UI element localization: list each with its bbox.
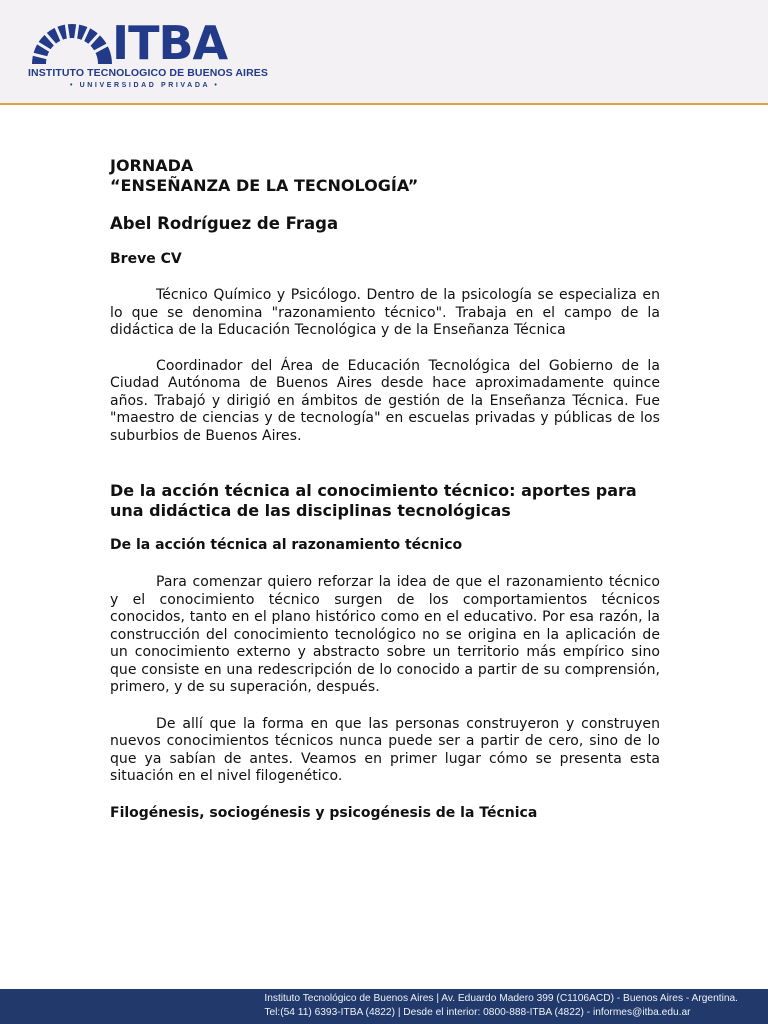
logo-subtitle: INSTITUTO TECNOLOGICO DE BUENOS AIRES	[28, 67, 268, 79]
sunburst-emblem-icon	[28, 20, 114, 66]
body-paragraph-2: De allí que la forma en que las personas construyeron y construyen nuevos conocimientos técnicos nunca puede ser a partir de cero, sino de lo que ya sabían de antes. Veamos en primer lugar cómo se presenta esta situación en el nivel filogenético.	[110, 715, 660, 784]
logo-wordmark: ITBA	[112, 16, 228, 70]
author-name: Abel Rodríguez de Fraga	[110, 214, 339, 233]
document-body	[110, 156, 660, 822]
body-paragraph-1: Para comenzar quiero reforzar la idea de que el razonamiento técnico y el conocimiento técnico surgen de los comportamientos técnicos conocidos, tanto en el plano histórico como en el educativo. Por esa razón, la construcción del conocimiento tecnológico no se origina en la aplicación de un conocimiento externo y abstracto sobre un territorio más empírico sino que consiste en una redescripción de lo conocido a partir de su comprensión, primero, y de su superación, después.	[110, 574, 660, 695]
subsection-heading-2: Filogénesis, sociogénesis y psicogénesis de la Técnica	[110, 804, 538, 821]
footer-address: Instituto Tecnológico de Buenos Aires | Av. Eduardo Madero 399 (C1106ACD) - Buenos Aires - Argentina.	[264, 993, 738, 1004]
cv-paragraph-2: Coordinador del Área de Educación Tecnológica del Gobierno de la Ciudad Autónoma de Buenos Aires desde hace aproximadamente quince años. Trabajó y dirigió en ámbitos de gestión de la Enseñanza Técnica. Fue "maestro de ciencias y de tecnología" en escuelas privadas y públicas de los suburbios de Buenos Aires.	[110, 357, 660, 444]
page-header	[0, 0, 768, 105]
page-footer	[0, 989, 768, 1024]
section-title: De la acción técnica al conocimiento técnico: aportes para una didáctica de las disciplinas tecnológicas	[110, 481, 637, 520]
itba-logo	[28, 16, 278, 96]
doc-title-line2: “ENSEÑANZA DE LA TECNOLOGÍA”	[110, 176, 419, 195]
footer-phone: Tel:(54 11) 6393-ITBA (4822) | Desde el interior: 0800-888-ITBA (4822) - informes@itba.edu.ar	[264, 1007, 691, 1018]
subsection-heading-1: De la acción técnica al razonamiento técnico	[110, 537, 463, 553]
doc-title-line1: JORNADA	[110, 156, 194, 175]
cv-paragraph-1: Técnico Químico y Psicólogo. Dentro de la psicología se especializa en lo que se denomina "razonamiento técnico". Trabaja en el campo de la didáctica de la Educación Tecnológica y de la Enseñanza Técnica	[110, 287, 660, 338]
cv-heading: Breve CV	[110, 251, 182, 267]
logo-tagline: • UNIVERSIDAD PRIVADA •	[70, 82, 220, 89]
footer-contact	[264, 992, 738, 1020]
